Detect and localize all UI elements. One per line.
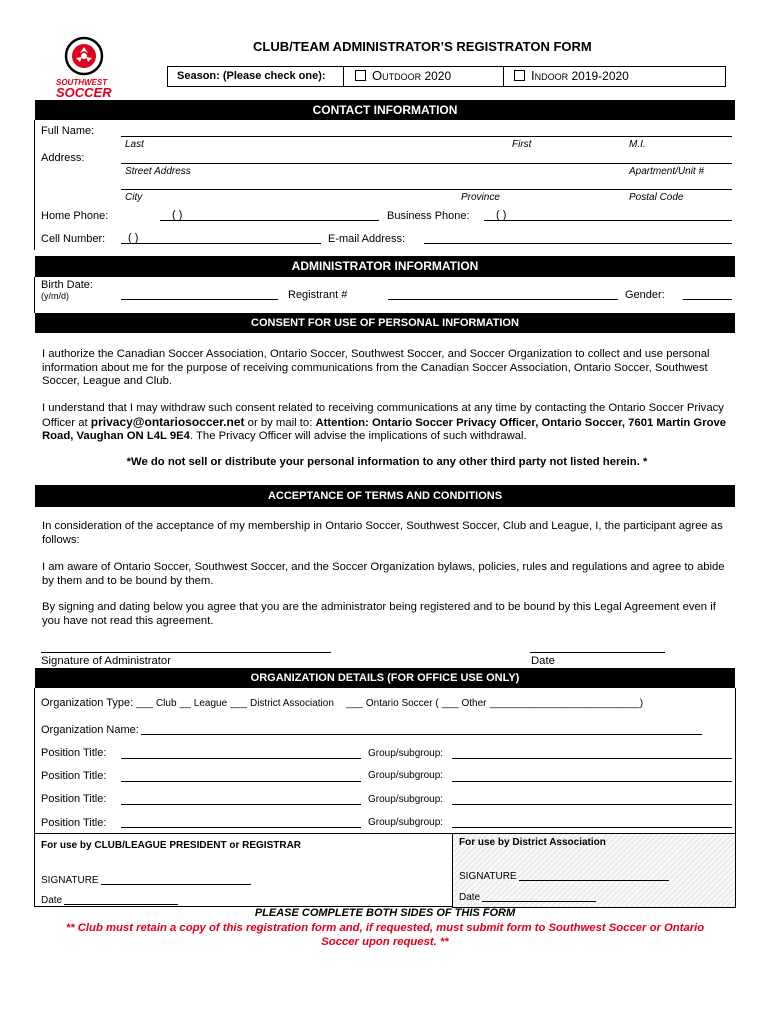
cell-label: Cell Number:	[41, 233, 106, 245]
contact-section-header: CONTACT INFORMATION	[35, 100, 735, 120]
home-phone-label: Home Phone:	[41, 210, 109, 222]
registrant-field[interactable]	[388, 299, 618, 300]
form-title: CLUB/TEAM ADMINISTRATOR’S REGISTRATON FORM	[253, 39, 592, 54]
signature-field[interactable]	[41, 652, 331, 653]
email-field[interactable]	[424, 243, 732, 244]
org-name-label: Organization Name:	[41, 724, 139, 736]
gender-field[interactable]	[683, 299, 732, 300]
date-label: Date	[531, 655, 555, 667]
apt-hint: Apartment/Unit #	[629, 166, 705, 177]
terms-paragraph-1: In consideration of the acceptance of my membership in Ontario Soccer, Southwest Soccer, Club and League, I, the participant agree as follows:	[42, 520, 723, 546]
logo-line2: SOCCER	[56, 85, 112, 100]
position-title-field[interactable]	[121, 827, 361, 828]
season-indoor-checkbox[interactable]: Indoor 2019-2020	[514, 68, 629, 83]
street-hint: Street Address	[125, 166, 191, 177]
full-name-field[interactable]	[121, 136, 732, 137]
consent-section-header: CONSENT FOR USE OF PERSONAL INFORMATION	[35, 313, 735, 333]
mi-hint: M.I.	[629, 139, 646, 150]
birth-date-format: (y/m/d)	[41, 291, 69, 301]
terms-paragraph-2: I am aware of Ontario Soccer, Southwest Soccer, and the Soccer Organization bylaws, policies, rules and regulations and agree to abide by them and to be bound by them.	[42, 561, 725, 587]
group-label: Group/subgroup:	[368, 770, 444, 781]
group-field[interactable]	[452, 758, 732, 759]
complete-both-sides: PLEASE COMPLETE BOTH SIDES OF THIS FORM	[254, 907, 516, 919]
privacy-note: *We do not sell or distribute your personal information to any other third party not listed herein. *	[126, 456, 648, 468]
street-address-field[interactable]	[121, 163, 732, 164]
logo-line1: SOUTHWEST	[56, 78, 108, 87]
group-field[interactable]	[452, 781, 732, 782]
city-field[interactable]	[121, 189, 732, 190]
gender-label: Gender:	[625, 289, 665, 301]
last-name-hint: Last	[125, 139, 144, 150]
group-label: Group/subgroup:	[368, 794, 444, 805]
business-phone-label: Business Phone:	[387, 210, 470, 222]
full-name-label: Full Name:	[41, 125, 95, 137]
position-title-label: Position Title:	[41, 793, 107, 805]
org-name-field[interactable]	[141, 734, 702, 735]
home-phone-field[interactable]	[160, 220, 379, 221]
group-label: Group/subgroup:	[368, 817, 444, 828]
district-signature: SIGNATURE	[459, 871, 517, 882]
president-signature: SIGNATURE	[41, 875, 99, 886]
group-field[interactable]	[452, 827, 732, 828]
position-title-label: Position Title:	[41, 770, 107, 782]
position-title-label: Position Title:	[41, 817, 107, 829]
postal-hint: Postal Code	[629, 192, 684, 203]
birth-date-field[interactable]	[121, 299, 278, 300]
consent-paragraph-1: I authorize the Canadian Soccer Association, Ontario Soccer, Southwest Soccer, and Soccer Organization to collect and use personal information about me for the purpose of receiving communications from the Canadian Soccer Association, Ontario Soccer, Southwest Soccer, League and Club.	[42, 348, 710, 387]
season-outdoor-checkbox[interactable]: Outdoor 2020	[355, 68, 451, 83]
terms-section-header: ACCEPTANCE OF TERMS AND CONDITIONS	[35, 485, 735, 507]
org-section-header: ORGANIZATION DETAILS (FOR OFFICE USE ONLY)	[35, 668, 735, 688]
soccer-ball-icon	[52, 36, 116, 76]
retain-copy-note: ** Club must retain a copy of this registration form and, if requested, must submit form to Southwest Soccer or Ontario Soccer upon request. **	[65, 922, 705, 948]
consent-paragraph-2: I understand that I may withdraw such consent related to receiving communications at any time by contacting the Ontario Soccer Privacy Officer at privacy@ontariosoccer.net or by mail to: Attention: Ontario Soccer Privacy Officer, Ontario Soccer, 7601 Martin Grove Road, Vaughan ON L4L 9E4. The Privacy Officer will advise the implications of such withdrawal.	[42, 402, 727, 442]
date-field[interactable]	[530, 652, 665, 653]
season-label: Season: (Please check one):	[177, 70, 326, 82]
registrant-label: Registrant #	[288, 289, 348, 301]
president-use-label: For use by CLUB/LEAGUE PRESIDENT or REGISTRAR	[41, 840, 302, 851]
cell-parens: ( )	[128, 232, 139, 244]
position-title-field[interactable]	[121, 781, 361, 782]
admin-section-header: ADMINISTRATOR INFORMATION	[35, 256, 735, 277]
org-details-box	[34, 688, 736, 834]
district-date: Date	[459, 892, 481, 903]
checkbox-icon	[355, 70, 366, 81]
city-hint: City	[125, 192, 143, 203]
position-title-field[interactable]	[121, 804, 361, 805]
district-signature-field[interactable]	[519, 880, 669, 881]
group-label: Group/subgroup:	[368, 748, 444, 759]
email-label: E-mail Address:	[328, 233, 406, 245]
address-label: Address:	[41, 152, 85, 164]
terms-paragraph-3: By signing and dating below you agree that you are the administrator being registered and to be bound by this Legal Agreement even if you have not read this agreement.	[42, 601, 716, 627]
home-phone-parens: ( )	[172, 209, 183, 221]
group-field[interactable]	[452, 804, 732, 805]
president-date: Date	[41, 895, 63, 906]
position-title-label: Position Title:	[41, 747, 107, 759]
checkbox-icon	[514, 70, 525, 81]
org-type-row: Organization Type: ___ Club __ League ___ District Association ___ Ontario Soccer ( ___ Other ___________________________)	[41, 697, 644, 709]
province-hint: Province	[461, 192, 500, 203]
position-title-field[interactable]	[121, 758, 361, 759]
cell-field[interactable]	[121, 243, 321, 244]
birth-date-label: Birth Date:	[41, 279, 93, 291]
business-phone-field[interactable]	[484, 220, 732, 221]
president-signature-field[interactable]	[101, 884, 251, 885]
first-name-hint: First	[512, 139, 532, 150]
district-date-field[interactable]	[482, 901, 596, 902]
southwest-soccer-logo	[52, 36, 116, 98]
district-use-label: For use by District Association	[459, 837, 606, 848]
signature-label: Signature of Administrator	[41, 655, 171, 667]
president-date-field[interactable]	[64, 904, 178, 905]
business-phone-parens: ( )	[496, 209, 507, 221]
